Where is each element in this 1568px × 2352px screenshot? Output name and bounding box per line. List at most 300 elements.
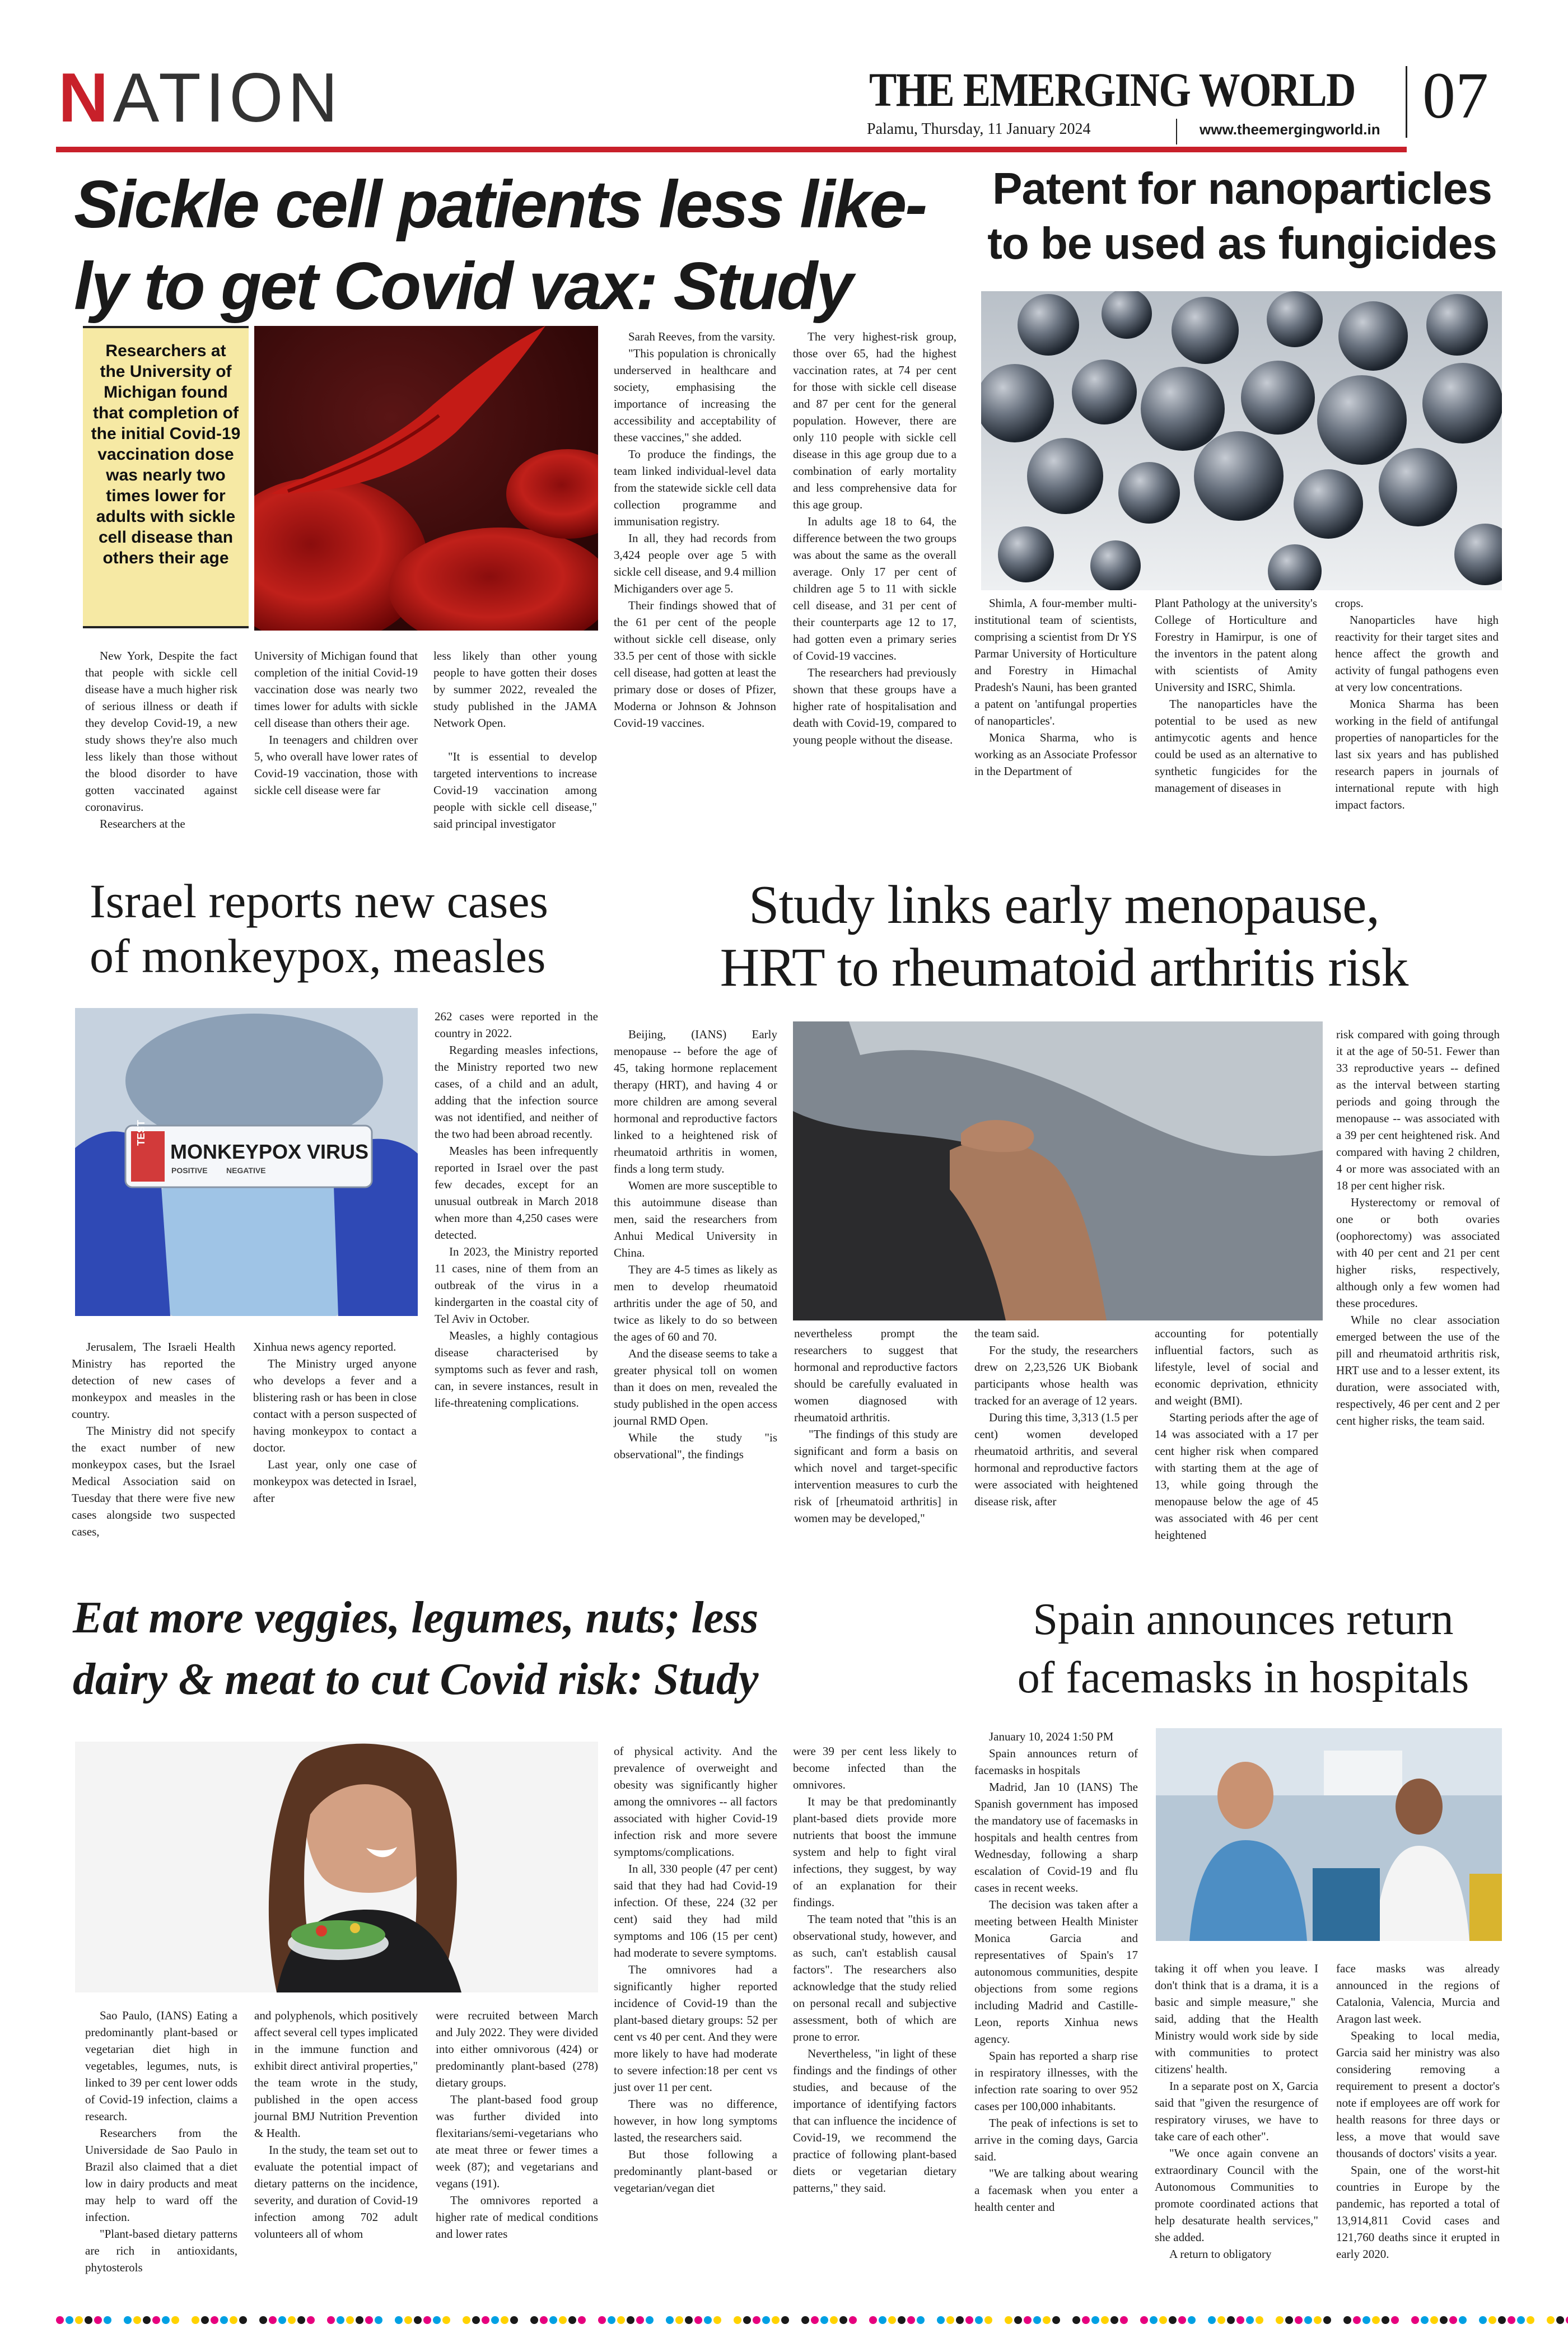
footer-dot: [1024, 2316, 1032, 2324]
paragraph: There was no difference, however, in how long symptoms lasted, the researchers said.: [614, 2097, 777, 2144]
headline-line: Patent for nanoparticles: [992, 164, 1492, 213]
article4-column-3: [974, 1325, 1138, 1510]
footer-dot: [510, 2316, 518, 2324]
footer-dot: [404, 2316, 412, 2324]
paragraph: In a separate post on X, Garcia said that "given the resurgence of respiratory viruses, we have to take care of each other".: [1155, 2079, 1318, 2143]
article5-column-4: [614, 1743, 777, 2196]
footer-dot: [288, 2316, 296, 2324]
footer-dot: [1391, 2316, 1399, 2324]
paragraph: Plant Pathology at the university's College of Horticulture and Forestry in Hamirpur, is one of the inventors in the patent along with scientists of Amity University and ISRC, Shimla.: [1155, 596, 1317, 694]
paragraph: risk compared with going through it at the age of 50-51. Fewer than 33 reproductive years -- defined as the interval between starting periods and going through the menopause -- was associated with a 39 per cent heightened risk. And compared with having 2 children, 4 or more was associated with an 18 per cent higher risk.: [1336, 1028, 1500, 1192]
footer-dot: [463, 2316, 470, 2324]
footer-dot: [1159, 2316, 1167, 2324]
article1-column-1: [85, 647, 237, 832]
paragraph: crops.: [1335, 596, 1364, 610]
article4-column-1: [614, 1026, 777, 1463]
footer-dot: [1150, 2316, 1158, 2324]
headline-line: of facemasks in hospitals: [1017, 1653, 1469, 1702]
article1-column-5: [793, 328, 956, 748]
dot-group: [1276, 2316, 1331, 2327]
dot-group: [1343, 2316, 1399, 2327]
article6-column-1: [974, 1728, 1138, 2215]
footer-dot: [356, 2316, 363, 2324]
footer-dot: [1430, 2316, 1438, 2324]
headline-line: Study links early menopause,: [748, 875, 1380, 935]
paragraph: Speaking to local media, Garcia said her ministry was also considering removing a requirement to present a doctor's note if employees are off work for health reasons for three days or less, a move that would save thousands of doctors' visits a year.: [1336, 2029, 1500, 2160]
article5-column-3: [436, 2007, 598, 2242]
footer-dot: [879, 2316, 886, 2324]
footer-dot: [433, 2316, 441, 2324]
footer-dot: [753, 2316, 760, 2324]
paragraph: To produce the findings, the team linked individual-level data from the statewide sickle cell data collection programme and immunisation registry.: [614, 447, 776, 528]
footer-dot: [965, 2316, 973, 2324]
article1-column-3: [433, 647, 597, 832]
footer-dot: [220, 2316, 228, 2324]
dot-group: [530, 2316, 586, 2327]
article1-column-2: [254, 647, 418, 799]
paragraph: The Ministry did not specify the exact number of new monkeypox cases, but the Israel Medical Association said on Tuesday that there were five new cases alongside two suspected cases,: [72, 1424, 235, 1538]
footer-dot: [666, 2316, 674, 2324]
paragraph: Spain has reported a sharp rise in respiratory illnesses, with the infection rate soaring to over 952 cases per 100,000 inhabitants.: [974, 2049, 1138, 2113]
footer-dot: [1005, 2316, 1012, 2324]
paragraph: Monica Sharma has been working in the field of antifungal properties of nanoparticles for the last six years and has published research papers in journals of international repute with high impact factors.: [1335, 697, 1499, 811]
paragraph: Measles has been infrequently reported in Israel over the past few decades, except for an unusual outbreak in March 2018 when more than 4,250 cases were detected.: [435, 1144, 598, 1242]
paragraph: Researchers at the: [100, 817, 185, 830]
paragraph: While no clear association emerged between the use of the pill and rheumatoid arthritis risk, HRT use and to a lesser extent, its duration, were associated with, respectively, 46 per cent and 2 per cent higher risks, the team said.: [1336, 1313, 1500, 1427]
paragraph: Hysterectomy or removal of one or both ovaries (oophorectomy) was associated with 40 per cent and 21 per cent higher risks, respectively, although only a few women had these procedures.: [1336, 1196, 1500, 1310]
paragraph: In adults age 18 to 64, the difference between the two groups was about the same as the overall average. Only 17 per cent of children age 5 to 11 with sickle cell disease, and 31 per cent of their counterparts age 12 to 17, had gotten even a primary series of Covid-19 vaccines.: [793, 515, 956, 662]
footer-dot: [1246, 2316, 1254, 2324]
dateline: Palamu, Thursday, 11 January 2024: [867, 120, 1091, 138]
paragraph: Madrid, Jan 10 (IANS) The Spanish government has imposed the mandatory use of facemasks in hospitals and health centres from Wednesday, following a sharp escalation of Covid-19 and flu cases in recent weeks.: [974, 1780, 1138, 1894]
footer-dot: [162, 2316, 170, 2324]
tube-small-label: TEST: [136, 1119, 147, 1146]
footer-dot: [1382, 2316, 1389, 2324]
footer-dot: [685, 2316, 693, 2324]
headline-line: Spain announces return: [1033, 1595, 1454, 1644]
footer-dot: [1295, 2316, 1303, 2324]
dot-group: [395, 2316, 450, 2327]
footer-dot: [414, 2316, 422, 2324]
footer-dot: [540, 2316, 548, 2324]
article5-column-5: [793, 1743, 956, 2196]
footer-dot: [1276, 2316, 1284, 2324]
footer-dot-strip: [56, 2316, 1512, 2327]
paragraph: The peak of infections is set to arrive in the coming days, Garcia said.: [974, 2116, 1138, 2163]
footer-dot: [85, 2316, 92, 2324]
paragraph: The decision was taken after a meeting between Health Minister Monica Garcia and representatives of Spain's 17 autonomous communities, despite objections from some regions including Madrid and Castille-Leon, reports Xinhua news agency.: [974, 1898, 1138, 2046]
footer-dot: [956, 2316, 964, 2324]
section-title: [58, 59, 343, 137]
footer-dot: [211, 2316, 218, 2324]
paragraph: Beijing, (IANS) Early menopause -- before the age of 45, taking hormone replacement therapy (HRT), and having 4 or more children are among several hormonal and reproductive factors linked to a heightened risk of rheumatoid arthritis in women, finds a long term study.: [614, 1028, 777, 1175]
footer-dot: [888, 2316, 896, 2324]
footer-dot: [1033, 2316, 1041, 2324]
paragraph: In teenagers and children over 5, who overall have lower rates of Covid-19 vaccination, those with sickle cell disease were far: [254, 733, 418, 797]
footer-dot: [472, 2316, 480, 2324]
article3-column-3: [435, 1008, 598, 1411]
nanoparticles-photo: [981, 291, 1502, 590]
paragraph: "We once again convene an extraordinary Council with the Autonomous Communities to promote coordinated actions that help desaturate health services," she added.: [1155, 2146, 1318, 2244]
footer-dot: [94, 2316, 102, 2324]
paragraph: University of Michigan found that completion of the initial Covid-19 vaccination dose was nearly two times lower for adults with sickle cell disease than others their age.: [254, 649, 418, 730]
dot-group: [192, 2316, 247, 2327]
footer-dot: [1498, 2316, 1506, 2324]
footer-dot: [124, 2316, 132, 2324]
footer-dot: [636, 2316, 644, 2324]
footer-dot: [578, 2316, 586, 2324]
footer-dot: [1091, 2316, 1099, 2324]
paragraph: Last year, only one case of monkeypox was detected in Israel, after: [253, 1458, 417, 1505]
footer-dot: [907, 2316, 915, 2324]
paragraph: And the disease seems to take a greater physical toll on women than it does on men, revealed the study published in the open access journal RMD Open.: [614, 1347, 777, 1427]
footer-dot: [1372, 2316, 1380, 2324]
article5-column-2: [254, 2007, 418, 2242]
footer-dot: [1411, 2316, 1419, 2324]
menopause-photo: [793, 1021, 1323, 1320]
paragraph: But those following a predominantly plant-based or vegetarian/vegan diet: [614, 2148, 777, 2195]
footer-dot: [269, 2316, 277, 2324]
footer-dot: [1227, 2316, 1235, 2324]
dot-group: [259, 2316, 315, 2327]
footer-dot: [598, 2316, 606, 2324]
paragraph: January 10, 2024 1:50 PM: [989, 1730, 1114, 1743]
article4-column-4: [1155, 1325, 1318, 1543]
footer-dot: [937, 2316, 945, 2324]
article6-column-2: [1155, 1960, 1318, 2262]
footer-dot: [327, 2316, 335, 2324]
tube-negative: NEGATIVE: [226, 1166, 266, 1175]
footer-dot: [259, 2316, 267, 2324]
footer-dot: [1072, 2316, 1080, 2324]
footer-dot: [442, 2316, 450, 2324]
footer-dot: [395, 2316, 403, 2324]
dot-group: [801, 2316, 857, 2327]
footer-dot: [1488, 2316, 1496, 2324]
footer-dot: [811, 2316, 819, 2324]
footer-dot: [1169, 2316, 1177, 2324]
headline-nanoparticles: [979, 161, 1505, 271]
monkeypox-photo: [75, 1008, 418, 1316]
paragraph: During this time, 3,313 (1.5 per cent) women developed rheumatoid arthritis, and several hormonal and reproductive factors were associated with heightened disease risk, after: [974, 1411, 1138, 1508]
article1-column-4: [614, 328, 776, 731]
dateline-divider: [1176, 119, 1177, 144]
footer-dot: [559, 2316, 567, 2324]
dot-group: [598, 2316, 654, 2327]
footer-dot: [713, 2316, 721, 2324]
paragraph: Jerusalem, The Israeli Health Ministry has reported the detection of new cases of monkeypox and measles in the country.: [72, 1340, 235, 1421]
footer-dot: [307, 2316, 315, 2324]
footer-dot: [152, 2316, 160, 2324]
paragraph: The omnivores had a significantly higher reported incidence of Covid-19 than the plant-based dietary groups: 52 per cent vs 40 per cent. And they were more likely to have had moderate to severe infection:18 per cent vs just over 11 per cent.: [614, 1963, 777, 2094]
article6-column-3: [1336, 1960, 1500, 2262]
footer-dot: [617, 2316, 625, 2324]
footer-dot: [568, 2316, 576, 2324]
footer-dot: [839, 2316, 847, 2324]
paragraph: Nanoparticles have high reactivity for their target sites and hence affect the growth and activity of fungal pathogens even at very low concentrations.: [1335, 613, 1499, 694]
paragraph: The team noted that "this is an observational study, however, and as such, can't establish causal factors". The researchers also acknowledge that the study relied on personal recall and subjective assessment, both of which are prone to error.: [793, 1912, 956, 2043]
paragraph: The very highest-risk group, those over 65, had the highest vaccination rates, at 74 per cent for those with sickle cell disease and 87 per cent for the general population. However, there are only 110 people with sickle cell disease in this age group due to a combination of early mortality and less comprehensive data for this age group.: [793, 330, 956, 511]
footer-dot: [1362, 2316, 1370, 2324]
footer-dot: [365, 2316, 373, 2324]
dot-group: [1072, 2316, 1128, 2327]
footer-dot: [1314, 2316, 1322, 2324]
footer-dot: [337, 2316, 344, 2324]
paragraph: accounting for potentially influential factors, such as lifestyle, level of social and economic deprivation, ethnicity and weight (BMI).: [1155, 1327, 1318, 1407]
footer-dot: [1043, 2316, 1051, 2324]
footer-dot: [820, 2316, 828, 2324]
paragraph: Regarding measles infections, the Ministry reported two new cases, of a child and an adult, adding that the infection source was not identified, and neither of the two had been abroad recently.: [435, 1043, 598, 1141]
article3-column-2: [253, 1338, 417, 1506]
dot-group: [1479, 2316, 1534, 2327]
veggies-photo: [75, 1742, 598, 1992]
page-number: 07: [1422, 59, 1488, 132]
paragraph: In all, 330 people (47 per cent) said that they had had Covid-19 infection. Of these, 224 (32 per cent) said they had mild symptoms and 106 (15 per cent) had moderate to severe symptoms.: [614, 1862, 777, 1959]
footer-dot: [898, 2316, 906, 2324]
paragraph: Xinhua news agency reported.: [253, 1340, 396, 1354]
paragraph: Sao Paulo, (IANS) Eating a predominantly plant-based or vegetarian diet high in vegetables, legumes, nuts, is linked to 39 per cent lower odds of Covid-19 infection, claims a research.: [85, 2009, 237, 2123]
article5-column-1: [85, 2007, 237, 2276]
paragraph: While the study "is observational", the findings: [614, 1431, 777, 1461]
footer-dot: [239, 2316, 247, 2324]
footer-dot: [1120, 2316, 1128, 2324]
headline-line: dairy & meat to cut Covid risk: Study: [73, 1655, 759, 1704]
paragraph: New York, Despite the fact that people with sickle cell disease have a much higher risk of serious illness or death if they develop Covid-19, a new study shows they're also much less likely than those without the blood disorder to have gotten vaccinated against coronavirus.: [85, 649, 237, 814]
footer-dot: [1566, 2316, 1568, 2324]
footer-dot: [1421, 2316, 1429, 2324]
footer-dot: [1353, 2316, 1361, 2324]
paragraph: Spain announces return of facemasks in hospitals: [974, 1747, 1138, 1777]
dot-group: [666, 2316, 721, 2327]
paragraph: the team said.: [974, 1327, 1040, 1340]
paragraph: taking it off when you leave. I don't think that is a drama, it is a basic and simple measure," she said, adding that the Health Ministry would work side by side with communities to protect citizens' health.: [1155, 1962, 1318, 2076]
paragraph: Shimla, A four-member multi-institutional team of scientists, comprising a scientist from Dr YS Parmar University of Horticulture and Forestry in Himachal Pradesh's Nauni, has been granted a patent on 'antifungal properties of nanoparticles'.: [974, 596, 1137, 727]
dot-group: [1208, 2316, 1263, 2327]
pull-quote-text: Researchers at the University of Michigan found that completion of the initial Covid-19 vaccination dose was nearly two times lower for adults with sickle cell disease than others their age: [91, 342, 241, 567]
footer-dot: [143, 2316, 151, 2324]
headline-spain: [974, 1590, 1512, 1707]
footer-dot: [1304, 2316, 1312, 2324]
footer-dot: [491, 2316, 499, 2324]
tube-label: MONKEYPOX VIRUS: [170, 1140, 369, 1163]
dot-group: [1411, 2316, 1467, 2327]
footer-dot: [1285, 2316, 1293, 2324]
footer-dot: [297, 2316, 305, 2324]
paragraph: Starting periods after the age of 14 was associated with a 17 per cent higher risk when compared with starting them at the age of 13, while going through the menopause below the age of 45 was associated with 46 per cent heightened: [1155, 1411, 1318, 1542]
footer-dot: [482, 2316, 489, 2324]
footer-dot: [781, 2316, 789, 2324]
footer-dot: [530, 2316, 538, 2324]
paragraph: 262 cases were reported in the country in 2022.: [435, 1010, 598, 1040]
paper-name: THE EMERGING WORLD: [869, 63, 1355, 116]
footer-dot: [278, 2316, 286, 2324]
footer-dot: [171, 2316, 179, 2324]
footer-dot: [1236, 2316, 1244, 2324]
headline-line: ly to get Covid vax: Study: [74, 249, 852, 324]
footer-dot: [1052, 2316, 1060, 2324]
footer-dot: [743, 2316, 751, 2324]
footer-dot: [66, 2316, 73, 2324]
headline-line: of monkeypox, measles: [90, 929, 546, 983]
footer-dot: [704, 2316, 712, 2324]
footer-dot: [830, 2316, 838, 2324]
footer-dot: [1101, 2316, 1109, 2324]
paragraph: In the study, the team set out to evaluate the potential impact of dietary patterns on the incidence, severity, and duration of Covid-19 infection among 702 adult volunteers all of whom: [254, 2143, 418, 2241]
footer-dot: [1208, 2316, 1216, 2324]
article2-column-2: [1155, 595, 1317, 796]
section-initial: N: [58, 59, 113, 137]
paragraph: The researchers had previously shown that these groups have a higher rate of hospitalisation and death with Covid-19, compared to young people without the disease.: [793, 666, 956, 746]
dot-group: [463, 2316, 518, 2327]
footer-dot: [975, 2316, 983, 2324]
footer-dot: [230, 2316, 237, 2324]
paragraph: Nevertheless, "in light of these findings and the findings of other studies, and because of the importance of identifying factors that can influence the incidence of Covid-19, we recommend the practice of following plant-based diets or vegetarian dietary patterns," they said.: [793, 2047, 956, 2195]
footer-dot: [646, 2316, 654, 2324]
headline-line: Eat more veggies, legumes, nuts; less: [73, 1593, 759, 1642]
paragraph: of physical activity. And the prevalence of overweight and obesity was significantly higher among the omnivores -- all factors associated with higher Covid-19 infection risk and more severe symptoms/complications.: [614, 1744, 777, 1859]
footer-dot: [675, 2316, 683, 2324]
spain-hospital-photo: [1156, 1728, 1502, 1941]
paragraph: were recruited between March and July 2022. They were divided into either omnivorous (424) or predominantly plant-based (278) dietary groups.: [436, 2009, 598, 2089]
footer-dot: [1459, 2316, 1467, 2324]
footer-dot: [1343, 2316, 1351, 2324]
paragraph: The plant-based food group was further divided into flexitarians/semi-vegetarians who ate meat three or fewer times a week (87); and vegetarians and vegans (191).: [436, 2093, 598, 2190]
footer-dot: [1527, 2316, 1534, 2324]
dot-group: [734, 2316, 789, 2327]
footer-dot: [801, 2316, 809, 2324]
footer-dot: [1140, 2316, 1148, 2324]
footer-dot: [946, 2316, 954, 2324]
footer-dot: [1479, 2316, 1487, 2324]
pull-quote: [83, 326, 249, 628]
paragraph: The Ministry urged anyone who develops a fever and a blistering rash or has been in close contact with a person suspected of having monkeypox to contact a doctor.: [253, 1357, 417, 1454]
footer-dot: [133, 2316, 141, 2324]
footer-dot: [75, 2316, 83, 2324]
headline-monkeypox: [90, 874, 594, 983]
sickle-cell-photo: [254, 326, 598, 631]
footer-dot: [869, 2316, 877, 2324]
headline-sickle-cell: [74, 164, 981, 327]
dot-group: [1140, 2316, 1196, 2327]
footer-dot: [201, 2316, 209, 2324]
dot-group: [124, 2316, 179, 2327]
footer-dot: [1110, 2316, 1118, 2324]
dot-group: [937, 2316, 992, 2327]
masthead-divider: [1406, 66, 1407, 138]
paragraph: "We are talking about wearing a facemask when you enter a health center and: [974, 2167, 1138, 2214]
footer-dot: [1440, 2316, 1448, 2324]
paragraph: In 2023, the Ministry reported 11 cases, nine of them from an outbreak of the virus in a kindergarten in the coastal city of Tel Aviv in October.: [435, 1245, 598, 1326]
paragraph: They are 4-5 times as likely as men to develop rheumatoid arthritis under the age of 50, and twice as likely to do so between the ages of 60 and 70.: [614, 1263, 777, 1343]
article4-column-5: [1336, 1026, 1500, 1429]
paragraph: Women are more susceptible to this autoimmune disease than men, said the researchers from Anhui Medical University in China.: [614, 1179, 777, 1259]
footer-dot: [1449, 2316, 1457, 2324]
article2-column-3: [1335, 595, 1499, 813]
footer-dot: [1508, 2316, 1515, 2324]
dot-group: [869, 2316, 925, 2327]
headline-line: Sickle cell patients less like-: [74, 167, 926, 242]
paragraph: A return to obligatory: [1169, 2247, 1272, 2261]
footer-dot: [694, 2316, 702, 2324]
paragraph: "Plant-based dietary patterns are rich in antioxidants, phytosterols: [85, 2227, 237, 2274]
paragraph: "The findings of this study are significant and form a basis on which novel and target-specific intervention measures to curb the risk of [rheumatoid arthritis] in women may be developed,": [794, 1427, 958, 1525]
paragraph: Measles, a highly contagious disease characterised by symptoms such as fever and rash, can, in severe instances, result in life-threatening complications.: [435, 1329, 598, 1410]
footer-dot: [984, 2316, 992, 2324]
paragraph: The nanoparticles have the potential to be used as new antimycotic agents and hence could be used as an alternative to synthetic fungicides for the management of diseases in: [1155, 697, 1317, 795]
footer-dot: [917, 2316, 925, 2324]
headline-line: HRT to rheumatoid arthritis risk: [720, 937, 1408, 998]
footer-dot: [627, 2316, 634, 2324]
paragraph: The omnivores reported a higher rate of medical conditions and lower rates: [436, 2194, 598, 2241]
footer-dot: [1178, 2316, 1186, 2324]
paragraph: "It is essential to develop targeted interventions to increase Covid-19 vaccination among people with sickle cell disease," said principal investigator: [433, 750, 597, 830]
paragraph: less likely than other young people to have gotten their doses by summer 2022, revealed the study published in the JAMA Network Open.: [433, 649, 597, 730]
dot-group: [327, 2316, 382, 2327]
dot-group: [56, 2316, 111, 2327]
footer-dot: [1082, 2316, 1090, 2324]
dot-group: [1005, 2316, 1060, 2327]
footer-dot: [772, 2316, 780, 2324]
paragraph: "This population is chronically underserved in healthcare and society, emphasising the importance of increasing the accessibility and acceptability of these vaccines," she added.: [614, 347, 776, 444]
masthead-rule: [56, 147, 1407, 152]
footer-dot: [1256, 2316, 1263, 2324]
dot-group: [1547, 2316, 1568, 2327]
footer-dot: [192, 2316, 199, 2324]
paragraph: In all, they had records from 3,424 people over age 5 with sickle cell disease, and 9.4 million Michiganders over age 5.: [614, 531, 776, 595]
footer-dot: [423, 2316, 431, 2324]
paragraph: Monica Sharma, who is working as an Associate Professor in the Department of: [974, 731, 1137, 778]
headline-menopause: [622, 874, 1506, 999]
section-rest: ATION: [113, 59, 343, 137]
footer-dot: [1556, 2316, 1564, 2324]
footer-dot: [1188, 2316, 1196, 2324]
website[interactable]: www.theemergingworld.in: [1200, 121, 1380, 138]
footer-dot: [734, 2316, 741, 2324]
article4-column-2: [794, 1325, 958, 1527]
headline-line: to be used as fungicides: [987, 218, 1497, 268]
paragraph: were 39 per cent less likely to become infected than the omnivores.: [793, 1744, 956, 1791]
paragraph: It may be that predominantly plant-based diets provide more nutrients that boost the immune system and help to fight viral infections, they suggest, by way of an explanation for their findings.: [793, 1795, 956, 1909]
footer-dot: [1547, 2316, 1555, 2324]
footer-dot: [104, 2316, 111, 2324]
footer-dot: [346, 2316, 354, 2324]
footer-dot: [56, 2316, 64, 2324]
paragraph: and polyphenols, which positively affect several cell types implicated in the immune function and exhibit direct antiviral properties," the team wrote in the study, published in the open access journal BMJ Nutrition Prevention & Health.: [254, 2009, 418, 2140]
article2-column-1: [974, 595, 1137, 780]
paragraph: Spain, one of the worst-hit countries in Europe by the pandemic, has reported a total of 13,914,811 Covid cases and 121,760 deaths since it erupted in early 2020.: [1336, 2163, 1500, 2261]
footer-dot: [1517, 2316, 1525, 2324]
paragraph: For the study, the researchers drew on 2,23,526 UK Biobank participants whose health was tracked for an average of 12 years.: [974, 1343, 1138, 1407]
tube-positive: POSITIVE: [171, 1166, 208, 1175]
headline-line: Israel reports new cases: [90, 874, 549, 928]
footer-dot: [849, 2316, 857, 2324]
article3-column-1: [72, 1338, 235, 1540]
paragraph: Researchers from the Universidade de Sao Paulo in Brazil also claimed that a diet low in dairy products and meat may help to ward off the infection.: [85, 2126, 237, 2224]
footer-dot: [1014, 2316, 1022, 2324]
footer-dot: [549, 2316, 557, 2324]
footer-dot: [1217, 2316, 1225, 2324]
footer-dot: [762, 2316, 770, 2324]
footer-dot: [501, 2316, 508, 2324]
paragraph: Their findings showed that of the 61 per cent of the people without sickle cell disease, only 33.5 per cent of those with sickle cell disease, had gotten at least the primary dose or doses of Pfizer, Moderna or Johnson & Johnson Covid-19 vaccines.: [614, 599, 776, 730]
paragraph: Sarah Reeves, from the varsity.: [628, 330, 776, 343]
footer-dot: [608, 2316, 615, 2324]
footer-dot: [375, 2316, 382, 2324]
paragraph: face masks was already announced in the regions of Catalonia, Valencia, Murcia and Aragon last week.: [1336, 1962, 1500, 2026]
headline-veggies: [73, 1587, 958, 1710]
footer-dot: [1323, 2316, 1331, 2324]
paragraph: nevertheless prompt the researchers to suggest that hormonal and reproductive factors should be carefully evaluated in women diagnosed with rheumatoid arthritis.: [794, 1327, 958, 1424]
